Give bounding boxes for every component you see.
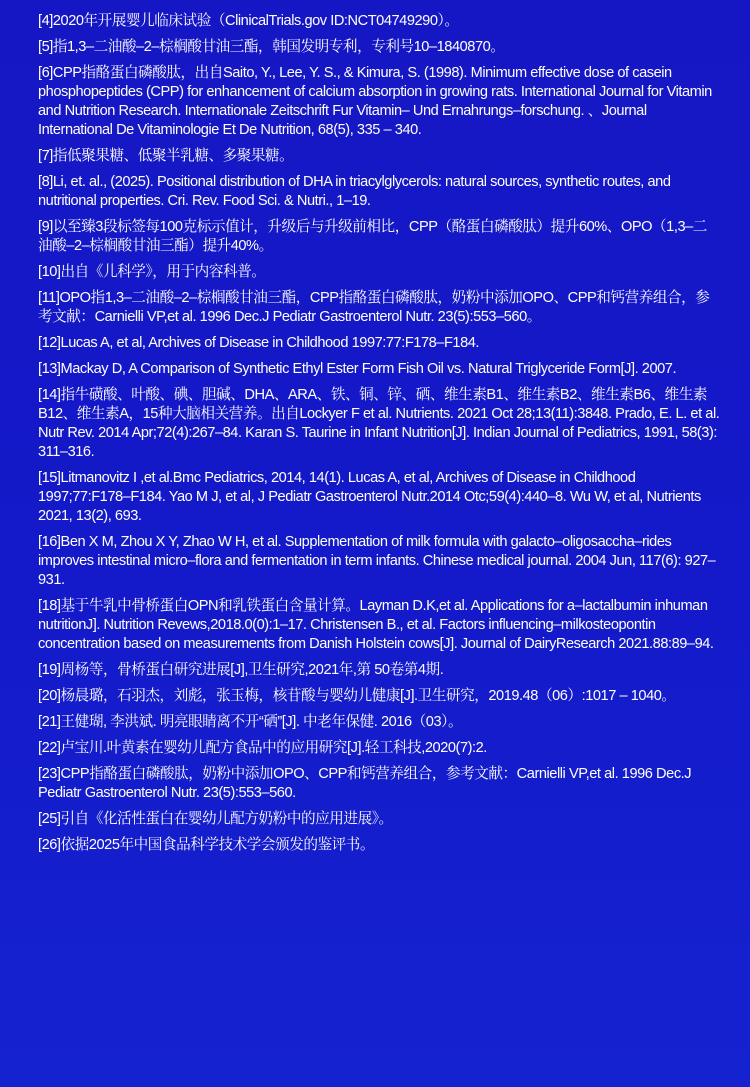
- reference-item: [23]CPP指酪蛋白磷酸肽，奶粉中添加OPO、CPP和钙营养组合，参考文献：Carnielli VP,et al. 1996 Dec.J Pediatr Gastroenterol Nutr. 23(5):553–560.: [38, 766, 692, 801]
- reference-item: [6]CPP指酪蛋白磷酸肽，出自Saito, Y., Lee, Y. S., & Kimura, S. (1998). Minimum effective dose of casein phosphopeptides (CPP) for enhancement of calcium absorption in growing rats. International Journal for Vitamin and Nutrition Research. Internationale Zeitschrift Fur Vitamin– Und Ernahrungs–forschung. 、Journal International De Vitaminologie Et De Nutrition, 68(5), 335 – 340.: [38, 65, 712, 138]
- reference-item: [16]Ben X M, Zhou X Y, Zhao W H, et al. Supplementation of milk formula with galacto–oligosaccha–rides improves intestinal micro–flora and fermentation in term infants. Chinese medical journal. 2004 Jun, 117(6): 927–931.: [38, 534, 716, 588]
- reference-item: [11]OPO指1,3–二油酸–2–棕榈酸甘油三酯，CPP指酪蛋白磷酸肽，奶粉中添加OPO、CPP和钙营养组合，参考文献：Carnielli VP,et al. 1996 Dec.J Pediatr Gastroenterol Nutr. 23(5):553–560。: [38, 290, 710, 325]
- reference-item: [7]指低聚果糖、低聚半乳糖、多聚果糖。: [38, 148, 294, 164]
- reference-item: [26]依据2025年中国食品科学技术学会颁发的鉴评书。: [38, 837, 375, 853]
- reference-item: [8]Li, et. al., (2025). Positional distribution of DHA in triacylglycerols: natural sources, synthetic routes, and nutritional properties. Cri. Rev. Food Sci. & Nutri., 1–19.: [38, 174, 671, 209]
- reference-item: [21]王健瑚, 李洪斌. 明亮眼睛离不开“硒”[J]. 中老年保健. 2016（03）。: [38, 714, 463, 730]
- reference-item: [22]卢宝川.叶黄素在婴幼儿配方食品中的应用研究[J].轻工科技,2020(7):2.: [38, 740, 487, 756]
- reference-item: [13]Mackay D, A Comparison of Synthetic Ethyl Ester Form Fish Oil vs. Natural Triglyceride Form[J]. 2007.: [38, 361, 677, 377]
- reference-item: [4]2020年开展婴儿临床试验（ClinicalTrials.gov ID:NCT04749290）。: [38, 13, 459, 29]
- reference-item: [14]指牛磺酸、叶酸、碘、胆碱、DHA、ARA、铁、铜、锌、硒、维生素B1、维生素B2、维生素B6、维生素B12、维生素A，15种大脑相关营养。出自Lockyer F et al. Nutrients. 2021 Oct 28;13(11):3848. Prado, E. L. et al. Nutr Rev. 2014 Apr;72(4):267–84. Karan S. Taurine in Infant Nutrition[J]. Indian Journal of Pediatrics, 1991, 58(3): 311–316.: [38, 387, 720, 460]
- reference-list: [38, 12, 720, 855]
- reference-item: [15]Litmanovitz I ,et al.Bmc Pediatrics, 2014, 14(1). Lucas A, et al, Archives of Disease in Childhood 1997;77:F178–F184. Yao M J, et al, J Pediatr Gastroenterol Nutr.2014 Otc;59(4):440–8. Wu W, et al, Nutrients 2021, 13(2), 693.: [38, 470, 701, 524]
- reference-item: [18]基于牛乳中骨桥蛋白OPN和乳铁蛋白含量计算。Layman D.K,et al. Applications for a–lactalbumin inhuman nutritionJ]. Nutrition Revews,2018.0(0):1–17. Christensen B., et al. Factors influencing–milkosteopontin concentration based on measurements from Danish Holstein cows[J]. Journal of DairyResearch 2021.88:89–94.: [38, 598, 714, 652]
- reference-item: [5]指1,3–二油酸–2–棕榈酸甘油三酯，韩国发明专利，专利号10–1840870。: [38, 39, 505, 55]
- reference-item: [19]周杨等，骨桥蛋白研究进展[J],卫生研究,2021年,第 50卷第4期.: [38, 662, 444, 678]
- reference-item: [25]引自《化活性蛋白在婴幼儿配方奶粉中的应用进展》。: [38, 811, 393, 827]
- reference-item: [9]以至臻3段标签每100克标示值计，升级后与升级前相比，CPP（酪蛋白磷酸肽）提升60%、OPO（1,3–二油酸–2–棕榈酸甘油三酯）提升40%。: [38, 219, 707, 254]
- reference-item: [10]出自《儿科学》，用于内容科普。: [38, 264, 266, 280]
- reference-item: [20]杨晨璐，石羽杰，刘彪，张玉梅，核苷酸与婴幼儿健康[J].卫生研究，2019.48（06）:1017 – 1040。: [38, 688, 676, 704]
- reference-item: [12]Lucas A, et al, Archives of Disease in Childhood 1997:77:F178–F184.: [38, 335, 480, 351]
